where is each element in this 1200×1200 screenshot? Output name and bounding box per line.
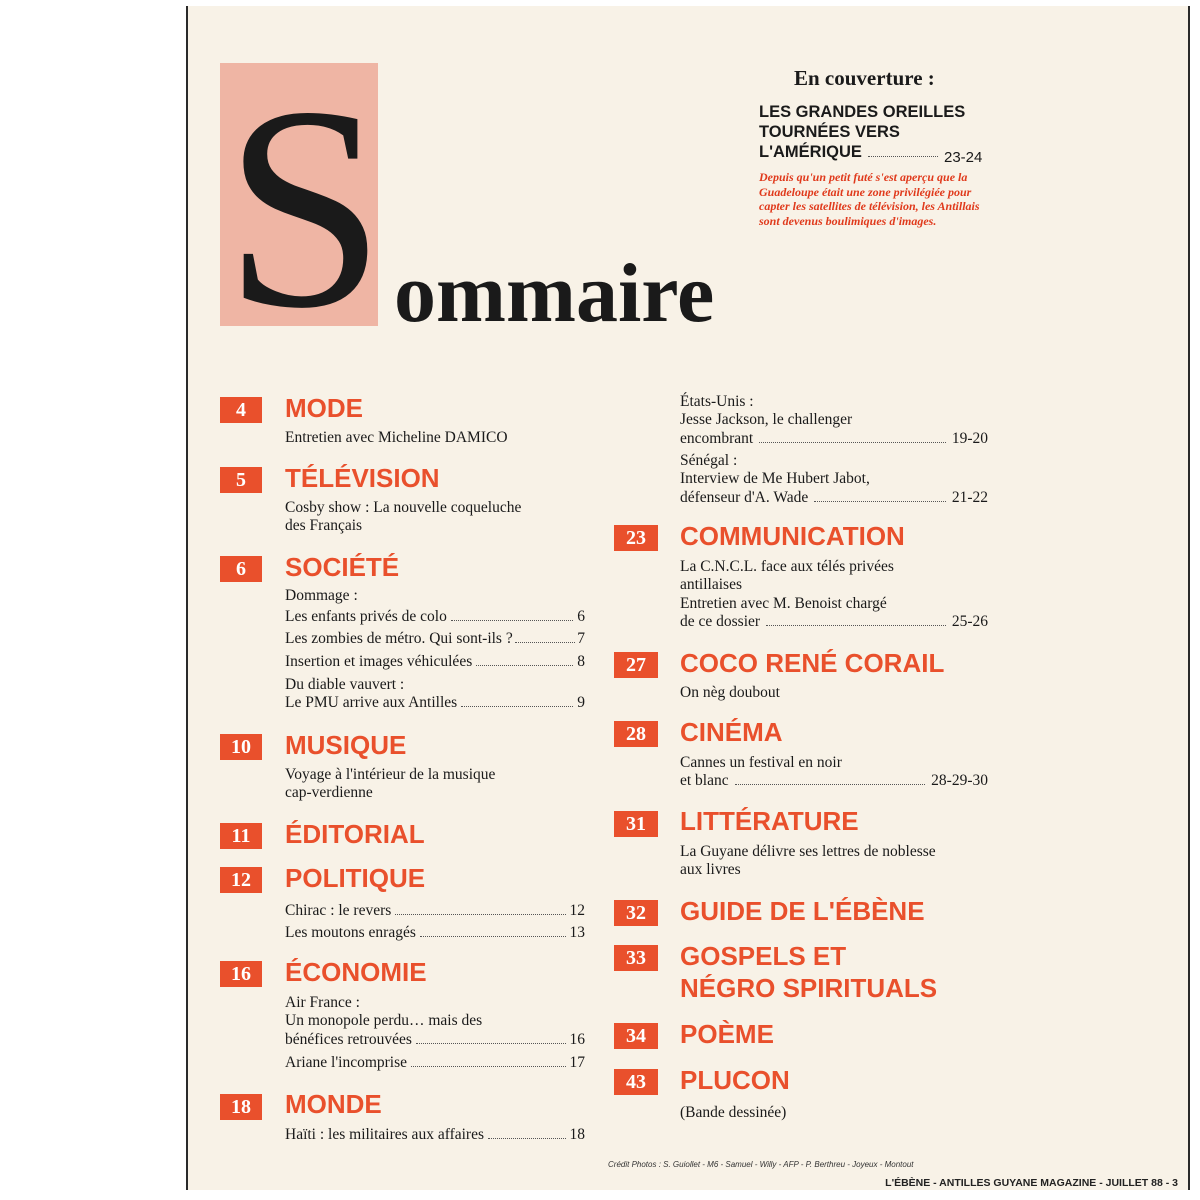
- section-number: 27: [614, 652, 658, 678]
- cover-headline-line: TOURNÉES VERS: [759, 123, 900, 141]
- section-title-economie[interactable]: ÉCONOMIE: [285, 957, 427, 987]
- cover-headline-line: LES GRANDES OREILLES: [759, 103, 966, 121]
- section-title-gospels-line2[interactable]: NÉGRO SPIRITUALS: [680, 973, 938, 1003]
- entry-text: Les zombies de métro. Qui sont-ils ?: [285, 630, 513, 647]
- entry-text: des Français: [285, 517, 363, 534]
- cover-description: Depuis qu'un petit futé s'est aperçu que la Guadeloupe était une zone privilégiée pour capter les satellites de télévision, les Antillais sont devenus boulimiques d'images.: [759, 170, 980, 228]
- section-title-poeme[interactable]: POÈME: [680, 1019, 774, 1049]
- entry-text: antillaises: [680, 576, 742, 593]
- entry-page: 13: [569, 924, 585, 941]
- entry-text: Voyage à l'intérieur de la musique: [285, 766, 496, 783]
- toc-entry[interactable]: [285, 653, 585, 671]
- section-title-monde[interactable]: MONDE: [285, 1089, 382, 1119]
- entry-page: 16: [569, 1031, 585, 1048]
- entry-text: Le PMU arrive aux Antilles: [285, 694, 458, 711]
- toc-entry[interactable]: [285, 1126, 585, 1144]
- entry-page: 7: [577, 630, 585, 647]
- section-title-cinema[interactable]: CINÉMA: [680, 717, 783, 747]
- toc-entry[interactable]: [285, 924, 585, 942]
- section-number: 34: [614, 1023, 658, 1049]
- section-title-television[interactable]: TÉLÉVISION: [285, 463, 440, 493]
- dot-leader: [735, 784, 926, 785]
- dot-leader: [395, 914, 565, 915]
- entry-page: 8: [577, 653, 585, 670]
- section-title-mode[interactable]: MODE: [285, 393, 363, 423]
- entry-text: encombrant: [680, 430, 754, 447]
- entry-text: Interview de Me Hubert Jabot,: [680, 470, 870, 487]
- entry-page: 18: [569, 1126, 585, 1143]
- dot-leader: [476, 665, 573, 666]
- dot-leader: [420, 936, 566, 937]
- entry-page: 17: [569, 1054, 585, 1071]
- toc-entry[interactable]: [285, 1031, 585, 1049]
- entry-subhead: Sénégal :: [680, 452, 738, 469]
- section-title-guide-de-l-ebene[interactable]: GUIDE DE L'ÉBÈNE: [680, 896, 925, 926]
- entry-text: Chirac : le revers: [285, 902, 392, 919]
- cover-page-number: 23-24: [944, 149, 983, 166]
- dot-leader: [416, 1043, 566, 1044]
- entry-text: La C.N.C.L. face aux télés privées: [680, 558, 894, 575]
- entry-text: La Guyane délivre ses lettres de noblesse: [680, 843, 936, 860]
- section-number: 43: [614, 1069, 658, 1095]
- toc-entry[interactable]: [285, 1054, 585, 1072]
- section-number: 28: [614, 721, 658, 747]
- entry-text: Un monopole perdu… mais des: [285, 1012, 483, 1029]
- toc-entry[interactable]: [680, 613, 988, 631]
- entry-text: Entretien avec M. Benoist chargé: [680, 595, 887, 612]
- entry-subhead: Air France :: [285, 994, 360, 1011]
- page-footer: L'ÉBÈNE - ANTILLES GUYANE MAGAZINE - JUILLET 88 - 3: [885, 1177, 1178, 1189]
- entry-text: Jesse Jackson, le challenger: [680, 411, 853, 428]
- section-title-communication[interactable]: COMMUNICATION: [680, 521, 905, 551]
- entry-page: 28-29-30: [931, 772, 988, 789]
- section-number: 12: [220, 867, 262, 893]
- section-number: 33: [614, 945, 658, 971]
- entry-text: On nèg doubout: [680, 684, 780, 701]
- section-title-societe[interactable]: SOCIÉTÉ: [285, 552, 400, 582]
- entry-text: Ariane l'incomprise: [285, 1054, 408, 1071]
- toc-entry[interactable]: [285, 630, 585, 648]
- entry-page: 25-26: [951, 613, 988, 630]
- entry-subhead: Du diable vauvert :: [285, 676, 405, 693]
- entry-text: de ce dossier: [680, 613, 761, 630]
- cover-headline-text: L'AMÉRIQUE: [759, 143, 862, 161]
- section-number: 4: [220, 397, 262, 423]
- section-title-politique[interactable]: POLITIQUE: [285, 863, 426, 893]
- entry-text: Haïti : les militaires aux affaires: [285, 1126, 484, 1143]
- entry-text: défenseur d'A. Wade: [680, 489, 809, 506]
- title-initial: S: [224, 47, 386, 368]
- photo-credits: Crédit Photos : S. Guiollet - M6 - Samuel - Willy - AFP - P. Berthreu - Joyeux - Montout: [608, 1160, 914, 1169]
- entry-text: et blanc: [680, 772, 729, 789]
- entry-text: Insertion et images véhiculées: [285, 653, 473, 670]
- dot-leader: [814, 501, 946, 502]
- entry-subhead: Dommage :: [285, 587, 358, 604]
- dot-leader: [451, 620, 573, 621]
- entry-text: Cannes un festival en noir: [680, 754, 842, 771]
- section-title-litterature[interactable]: LITTÉRATURE: [680, 806, 859, 836]
- section-number: 10: [220, 734, 262, 760]
- dot-leader: [411, 1066, 565, 1067]
- entry-text: aux livres: [680, 861, 741, 878]
- entry-page: 6: [577, 608, 585, 625]
- dot-leader: [461, 706, 573, 707]
- entry-text: cap-verdienne: [285, 784, 373, 801]
- entry-page: 19-20: [951, 430, 988, 447]
- entry-text: bénéfices retrouvées: [285, 1031, 412, 1048]
- dot-leader: [766, 625, 946, 626]
- toc-entry[interactable]: [680, 430, 988, 448]
- entry-text: Cosby show : La nouvelle coqueluche: [285, 499, 522, 516]
- entry-page: 12: [569, 902, 585, 919]
- section-number: 16: [220, 961, 262, 987]
- cover-label: En couverture :: [794, 66, 935, 90]
- magazine-page: [186, 6, 1190, 1190]
- section-number: 23: [614, 525, 658, 551]
- section-number: 5: [220, 467, 262, 493]
- section-title-plucon[interactable]: PLUCON: [680, 1065, 790, 1095]
- section-title-musique[interactable]: MUSIQUE: [285, 730, 407, 760]
- entry-subhead: États-Unis :: [680, 393, 754, 410]
- entry-text: Les moutons enragés: [285, 924, 416, 941]
- dot-leader: [759, 442, 946, 443]
- entry-text: (Bande dessinée): [680, 1104, 787, 1121]
- toc-entry[interactable]: [285, 902, 585, 920]
- dot-leader: [868, 156, 938, 157]
- dot-leader: [488, 1138, 566, 1139]
- entry-text: Les enfants privés de colo: [285, 608, 447, 625]
- page-title: ommaire: [394, 247, 715, 340]
- toc-entry[interactable]: [285, 694, 585, 712]
- toc-entry[interactable]: [680, 772, 988, 790]
- section-number: 31: [614, 811, 658, 837]
- toc-entry[interactable]: [285, 608, 585, 626]
- section-number: 6: [220, 556, 262, 582]
- section-number: 18: [220, 1094, 262, 1120]
- section-number: 11: [220, 823, 262, 849]
- section-number: 32: [614, 900, 658, 926]
- section-title-editorial[interactable]: ÉDITORIAL: [285, 819, 425, 849]
- entry-text: Entretien avec Micheline DAMICO: [285, 429, 508, 446]
- entry-page: 21-22: [951, 489, 988, 506]
- entry-page: 9: [577, 694, 585, 711]
- section-title-coco-rene-corail[interactable]: COCO RENÉ CORAIL: [680, 648, 945, 678]
- toc-entry[interactable]: [680, 489, 988, 507]
- dot-leader: [515, 642, 576, 643]
- section-title-gospels[interactable]: GOSPELS ET: [680, 941, 847, 971]
